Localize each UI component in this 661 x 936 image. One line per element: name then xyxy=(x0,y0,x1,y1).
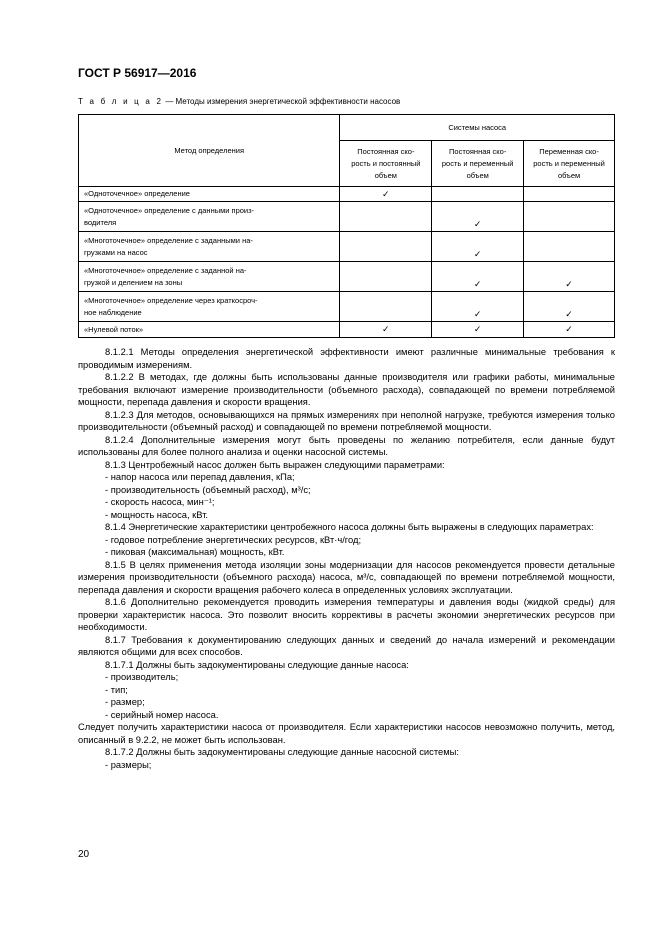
table-caption xyxy=(78,97,400,106)
list-item: - размеры; xyxy=(105,759,152,770)
document-header: ГОСТ Р 56917—2016 xyxy=(78,66,197,80)
list-item: - пиковая (максимальная) мощность, кВт. xyxy=(105,547,285,557)
paragraph: 8.1.4 Энергетические характеристики центробежного насоса должны быть выражены в следующих параметрах: xyxy=(105,522,594,532)
pump-systems-header: Системы насоса xyxy=(340,115,615,141)
method-line: грузкой и делением на зоны xyxy=(84,277,183,287)
check-cell: ✓ xyxy=(432,202,524,232)
paragraph: 8.1.7.2 Должны быть задокументированы следующие данные насосной системы: xyxy=(105,747,459,757)
method-cell xyxy=(79,262,340,292)
check-cell xyxy=(340,292,432,322)
paragraph: 8.1.2.1 Методы определения энергетической эффективности имеют различные минимальные требования к проводимым измерениям. xyxy=(78,347,615,370)
paragraph: 8.1.5 В целях применения метода изоляции зоны модернизации для насосов рекомендуется провести детальные измерения производительности (объемного расхода) насоса, м³/с, совпадающей по времени потребляемой мощности, перепада давления и скорости вращения рабочего колеса в определенных условиях эксплуатации. xyxy=(78,559,615,595)
method-line: «Одноточечное» определение с данными произ- xyxy=(84,205,255,215)
check-cell: ✓ xyxy=(432,292,524,322)
table-row xyxy=(79,232,615,262)
column-header-line: рость и постоянный xyxy=(351,158,421,168)
column-header xyxy=(524,141,615,187)
paragraph: 8.1.3 Центробежный насос должен быть выражен следующими параметрами: xyxy=(105,459,445,470)
paragraph: 8.1.2.2 В методах, где должны быть использованы данные производителя или графики работы, минимальные требования включают измерение производительности (объемного расхода), совпадающей по времени потребляемой мощности, перепада давления и скорости вращения. xyxy=(78,372,615,407)
table-row xyxy=(79,187,615,202)
check-cell: ✓ xyxy=(432,232,524,262)
method-line: грузками на насос xyxy=(84,247,148,257)
column-header-line: Переменная ско- xyxy=(539,146,599,156)
paragraph: 8.1.2.3 Для методов, основывающихся на прямых измерениях при неполной нагрузке, требуются измерения только производительности (объемный расход) и совпадающей по времени потребляемой мощности. xyxy=(78,409,615,432)
check-cell xyxy=(524,202,615,232)
check-cell xyxy=(340,202,432,232)
method-line: «Нулевой поток» xyxy=(84,324,144,334)
paragraph: 8.1.7.1 Должны быть задокументированы следующие данные насоса: xyxy=(105,659,409,670)
list-item: - скорость насоса, мин⁻¹; xyxy=(105,497,215,507)
paragraph: 8.1.2.4 Дополнительные измерения могут быть проведены по желанию потребителя, если данные будут использованы для более полного анализа и оценки насосной системы. xyxy=(78,434,615,457)
list-item: - мощность насоса, кВт. xyxy=(105,509,209,520)
column-header xyxy=(432,141,524,187)
method-line: ное наблюдение xyxy=(84,307,142,317)
check-cell xyxy=(524,232,615,262)
check-cell xyxy=(524,187,615,202)
paragraph: Следует получить характеристики насоса от производителя. Если характеристики насосов невозможно получить, метод, описанный в 9.2.2, не может быть использован. xyxy=(78,722,615,745)
table-caption-title: — Методы измерения энергетической эффективности насосов xyxy=(163,97,401,106)
table-row xyxy=(79,292,615,322)
page-number: 20 xyxy=(78,849,90,860)
check-cell xyxy=(340,232,432,262)
paragraph: 8.1.7 Требования к документированию следующих данных и сведений до начала измерений и рекомендации являются общими для всех способов. xyxy=(78,634,615,657)
check-cell: ✓ xyxy=(432,262,524,292)
method-cell xyxy=(79,232,340,262)
column-header-line: рость и переменный xyxy=(441,158,514,168)
list-item: - годовое потребление энергетических ресурсов, кВт·ч/год; xyxy=(105,534,362,545)
method-line: «Многоточечное» определение с заданными на- xyxy=(84,235,253,245)
table-caption-label: Т а б л и ц а 2 xyxy=(78,97,164,106)
list-item: - размер; xyxy=(105,697,145,707)
method-cell xyxy=(79,202,340,232)
check-cell: ✓ xyxy=(524,292,615,322)
table-row xyxy=(79,322,615,337)
column-header-line: Постоянная ско- xyxy=(449,146,507,156)
method-cell xyxy=(79,292,340,322)
method-cell xyxy=(79,187,340,202)
list-item: - серийный номер насоса. xyxy=(105,709,219,720)
method-cell xyxy=(79,322,340,337)
method-line: «Одноточечное» определение xyxy=(84,189,190,199)
method-column-header: Метод определения xyxy=(79,115,340,187)
method-line: «Многоточечное» определение через краткосроч- xyxy=(84,295,258,305)
column-header-line: объем xyxy=(466,170,489,180)
method-line: водителя xyxy=(84,217,117,227)
column-header xyxy=(340,141,432,187)
check-cell xyxy=(340,262,432,292)
column-header-line: рость и переменный xyxy=(533,158,605,168)
check-cell: ✓ xyxy=(340,322,432,337)
check-cell: ✓ xyxy=(340,187,432,202)
table-row xyxy=(79,262,615,292)
column-header-line: объем xyxy=(374,170,397,180)
check-cell: ✓ xyxy=(524,262,615,292)
check-cell xyxy=(432,187,524,202)
check-cell: ✓ xyxy=(432,322,524,337)
column-header-line: объем xyxy=(557,170,581,180)
paragraph: 8.1.6 Дополнительно рекомендуется проводить измерения температуры и давления воды (жидкой среды) для проверки характеристик насоса. Это позволит вносить коррективы в расчеты экономии энергетических ресурсов при необходимости. xyxy=(78,597,615,632)
methods-table xyxy=(78,114,615,338)
check-cell: ✓ xyxy=(524,322,615,337)
list-item: - напор насоса или перепад давления, кПа; xyxy=(105,472,295,482)
method-line: «Многоточечное» определение с заданной на- xyxy=(84,265,247,275)
body-text xyxy=(78,346,615,771)
list-item: - производительность (объемный расход), м³/с; xyxy=(105,484,311,495)
table-row xyxy=(79,202,615,232)
list-item: - тип; xyxy=(105,684,128,695)
list-item: - производитель; xyxy=(105,672,179,682)
column-header-line: Постоянная ско- xyxy=(357,146,415,156)
